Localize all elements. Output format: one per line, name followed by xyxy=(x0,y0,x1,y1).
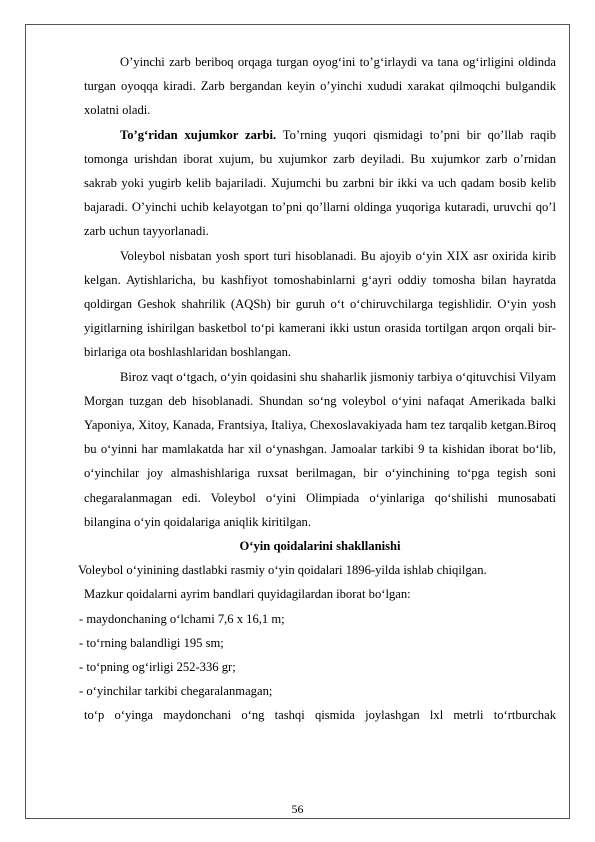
list-intro: Mazkur qoidalarni ayrim bandlari quyidagilardan iborat bo‘lgan: xyxy=(84,587,411,602)
intro-line: Voleybol o‘yinining dastlabki rasmiy o‘yin qoidalari 1896-yilda ishlab chiqilgan. xyxy=(78,563,487,578)
paragraph-2 xyxy=(84,123,556,244)
list-item: - to‘rning balandligi 195 sm; xyxy=(79,635,224,650)
paragraph-3-text: Voleybol nisbatan yosh sport turi hisoblanadi. Bu ajoyib o‘yin XIX asr oxirida kirib kelgan. Aytishlaricha, bu kashfiyot tomoshabinlarni g‘ayri oddiy tomosha bilan hayratda qoldirgan Geshok shahrilik (AQSh) bir guruh o‘t o‘chiruvchilarga tegishlidir. O‘yin yosh yigitlarning ishirilgan basketbol to‘pi kamerani ikki ustun orasida tortilgan arqon orqali bir-birlariga ota boshlashlaridan boshlangan. xyxy=(84,248,556,360)
paragraph-2-lead: To’g‘ridan xujumkor zarbi. xyxy=(120,127,277,142)
document-body xyxy=(78,50,556,728)
paragraph-1 xyxy=(84,50,556,123)
paragraph-4 xyxy=(84,365,556,534)
paragraph-3 xyxy=(84,244,556,365)
list-item: - o‘yinchilar tarkibi chegaralanmagan; xyxy=(79,684,273,699)
page-number: 56 xyxy=(291,802,304,816)
list-item: - maydonchaning o‘lchami 7,6 x 16,1 m; xyxy=(79,611,285,626)
paragraph-2-text: To’rning yuqori qismidagi to’pni bir qo’llab raqib tomonga urishdan iborat xujum, bu xujumkor zarb deyiladi. Bu xujumkor zarb o’rnidan sakrab yoki yugirb kelib bajariladi. Xujumchi bu zarbni bir ikki va uch qadam bosib kelib bajaradi. O’yinchi uchib kelayotgan to’pni qo’llarni oldinga yuqoriga kutaradi, uruvchi qo’l zarb uchun tayyorlanadi. xyxy=(84,127,556,239)
paragraph-1-text: O’yinchi zarb beriboq orqaga turgan oyog‘ini to’g‘irlaydi va tana og‘irligini oldinda turgan oyoqqa kiradi. Zarb bergandan keyin o’yinchi xududi xarakat qilmoqchi bulgandik xolatni oladi. xyxy=(84,55,556,118)
list-item: - to‘pning og‘irligi 252-336 gr; xyxy=(79,660,236,675)
last-line: to‘p o‘yinga maydonchani o‘ng tashqi qismida joylashgan lxl metrli to‘rtburchak xyxy=(84,708,556,723)
section-heading: O‘yin qoidalarini shakllanishi xyxy=(239,539,401,554)
paragraph-4-text: Biroz vaqt o‘tgach, o‘yin qoidasini shu shaharlik jismoniy tarbiya o‘qituvchisi Vilyam Morgan tuzgan deb hisoblanadi. Shundan so‘ng voleybol o‘yini nafaqat Amerikada balki Yaponiya, Xitoy, Kanada, Frantsiya, Italiya, Chexoslavakiyada ham tez tarqalib ketgan.Biroq bu o‘yinni har mamlakatda har xil o‘ynashgan. Jamoalar tarkibi 9 ta kishidan iborat bo‘lib, o‘yinchilar joy almashishlariga ruxsat berilmagan, bir o‘yinchining to‘pga tegish soni chegaralanmagan edi. Voleybol o‘yini Olimpiada o‘yinlariga qo‘shilishi munosabati bilangina o‘yin qoidalariga aniqlik kiritilgan. xyxy=(84,369,556,529)
